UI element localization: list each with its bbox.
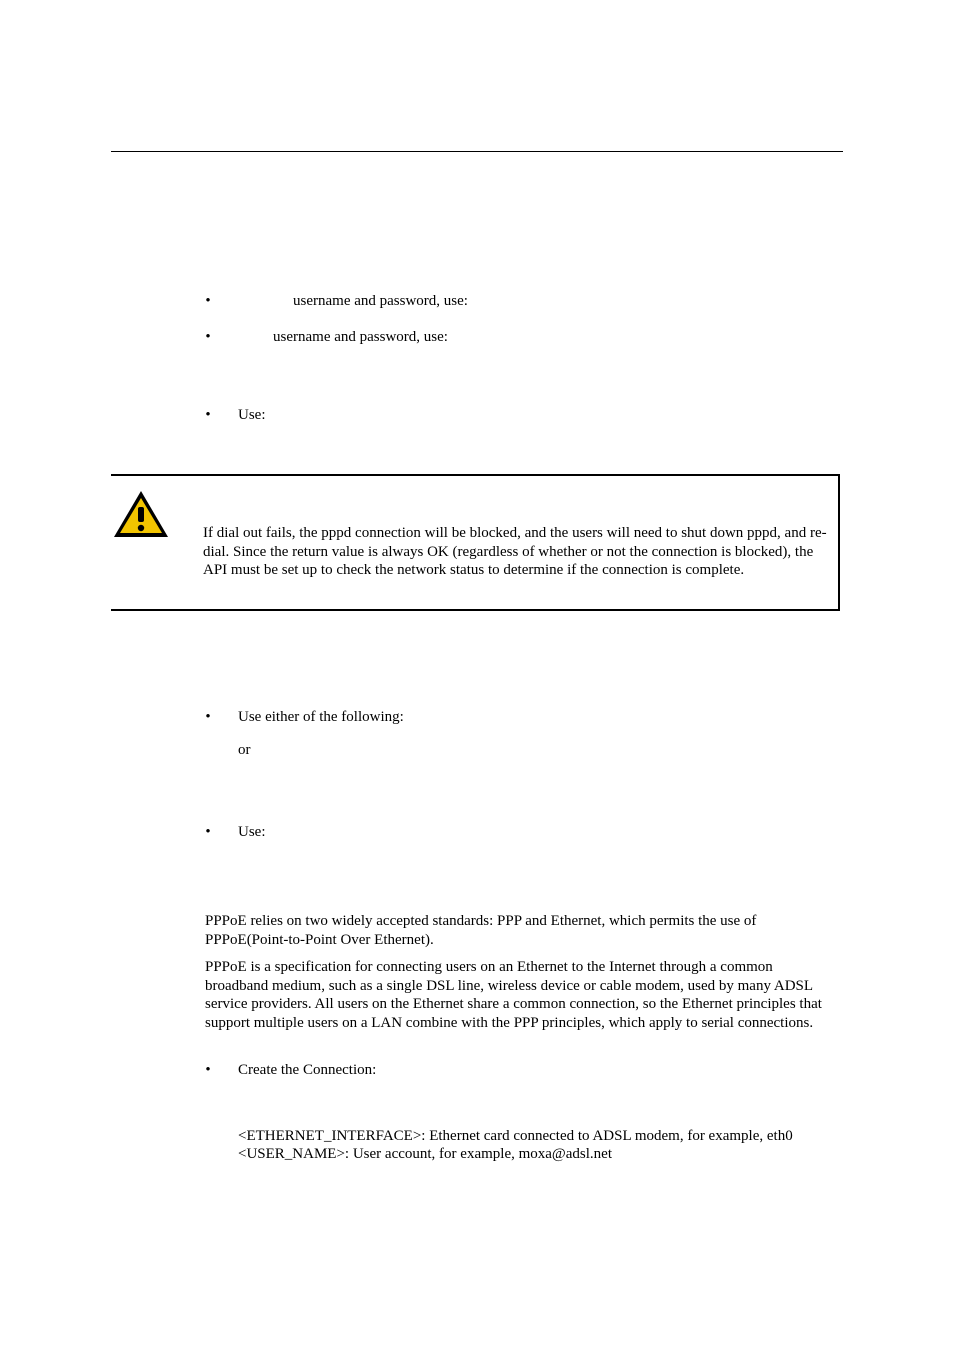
bullet-text: Create the Connection: bbox=[238, 1062, 377, 1078]
attention-note bbox=[111, 474, 840, 611]
bullet-text: username and password, use: bbox=[273, 329, 448, 345]
warning-triangle-icon bbox=[111, 488, 171, 540]
bullet-text: username and password, use: bbox=[293, 293, 468, 309]
bullet-dot: • bbox=[205, 1062, 211, 1078]
param-user-name: <USER_NAME>: User account, for example, moxa@adsl.net bbox=[238, 1146, 612, 1162]
pppoe-paragraph-2: PPPoE is a specification for connecting users on an Ethernet to the Internet through a common broadband medium, such as a single DSL line, wireless device or cable modem, used by many ADSL service providers. All users on the Ethernet share a common connection, so the Ethernet principles that support multiple users on a LAN combine with the PPP principles, which apply to serial connections. bbox=[205, 959, 822, 1031]
bullet-text: Use: bbox=[238, 824, 266, 840]
bullet-dot: • bbox=[205, 709, 211, 725]
header-rule bbox=[111, 151, 843, 152]
param-ethernet-interface: <ETHERNET_INTERFACE>: Ethernet card connected to ADSL modem, for example, eth0 bbox=[238, 1128, 793, 1144]
bullet-dot: • bbox=[205, 824, 211, 840]
bullet-text: Use: bbox=[238, 407, 266, 423]
pppoe-paragraph-1: PPPoE relies on two widely accepted standards: PPP and Ethernet, which permits the use of PPPoE(Point-to-Point Over Ethernet). bbox=[205, 913, 757, 948]
bullet-text: Use either of the following: bbox=[238, 709, 404, 725]
note-text: If dial out fails, the pppd connection will be blocked, and the users will need to shut down pppd, and re-dial. Since the return value is always OK (regardless of whether or not the connection is blocked), the API must be set up to check the network status to determine if the connection is complete. bbox=[203, 525, 827, 578]
or-text: or bbox=[238, 742, 251, 758]
bullet-dot: • bbox=[205, 293, 211, 309]
bullet-dot: • bbox=[205, 407, 211, 423]
bullet-dot: • bbox=[205, 329, 211, 345]
